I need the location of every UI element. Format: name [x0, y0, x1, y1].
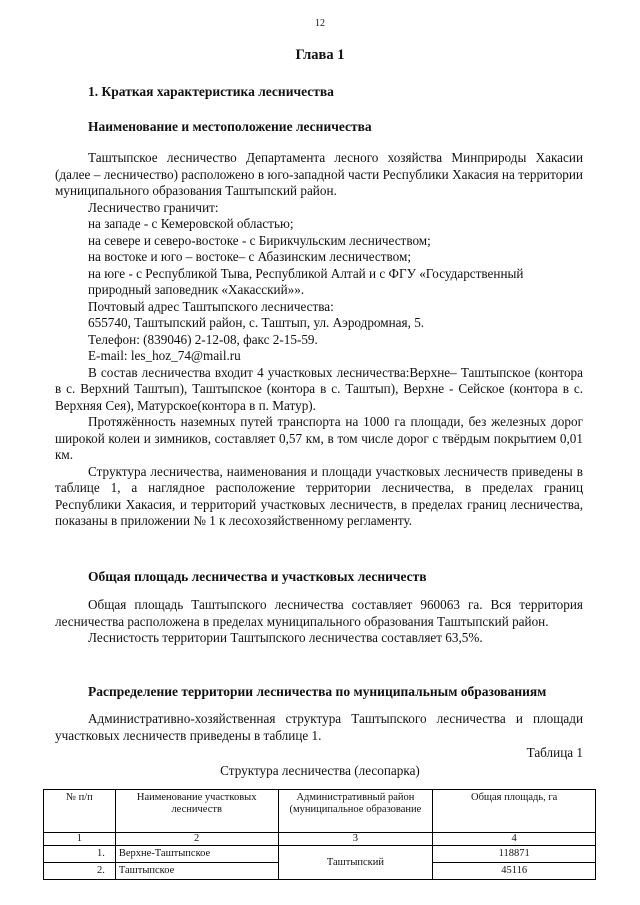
page-number: 12	[315, 18, 325, 29]
paragraph: Административно-хозяйственная структура Таштыпского лесничества и площади участковых лесничеств приведены в таблице 1.	[55, 711, 583, 743]
paragraph: на юге - с Республикой Тыва, Республикой Алтай и с ФГУ «Государственный природный заповедник «Хакасский»».	[88, 265, 524, 297]
table-number-row	[44, 833, 596, 846]
section-heading: 1. Краткая характеристика лесничества	[88, 84, 334, 99]
area-section	[55, 597, 583, 647]
structure-table	[43, 789, 596, 880]
distribution-heading: Распределение территории лесничества по муниципальным образованиям	[88, 684, 547, 699]
table-header-row	[44, 790, 596, 833]
header-cell: Общая площадь, га	[433, 790, 596, 833]
paragraph: Таштыпское лесничество Департамента лесного хозяйства Минприроды Хакасии (далее – лесничество) расположено в юго-западной части Республики Хакасия на территории муниципального образования Таштыпский район.	[55, 150, 583, 198]
chapter-title: Глава 1	[295, 47, 345, 63]
location-section	[55, 150, 583, 530]
row-area: 45116	[433, 863, 596, 880]
paragraph: В состав лесничества входит 4 участковых лесничества:Верхне– Таштыпское (контора в с. Верхний Таштып), Таштыпское (контора в с. Таштып), Верхне - Сейское (контора в с. Верхняя Сея), Матурское(контора в п. Матур).	[55, 364, 583, 413]
paragraph: Телефон: (839046) 2-12-08, факс 2-15-59.	[88, 331, 318, 347]
column-number: 1	[44, 833, 116, 846]
row-name: Таштыпское	[115, 863, 278, 880]
paragraph: E-mail: les_hoz_74@mail.ru	[88, 348, 241, 363]
paragraph: Протяжённость наземных путей транспорта на 1000 га площади, без железных дорог широкой колеи и зимников, составляет 0,57 км, в том числе дорог с твёрдым покрытием 0,01 км.	[55, 414, 583, 462]
header-cell: Административный район (муниципальное образование	[278, 790, 433, 833]
table-row	[44, 846, 596, 863]
row-number: 1.	[44, 846, 116, 863]
distribution-section	[55, 711, 583, 744]
paragraph: Леснистость территории Таштыпского лесничества составляет 63,5%.	[88, 630, 483, 645]
paragraph: Структура лесничества, наименования и площади участковых лесничеств приведены в таблице 1, а наглядное расположение территории лесничества, в пределах границ Республики Хакасия, и территорий участковых лесничеств, в пределах границ лесничества, показаны в приложении № 1 к лесохозяйственному регламенту.	[55, 463, 583, 528]
header-cell: № п/п	[44, 790, 116, 833]
paragraph: на западе - с Кемеровской областью;	[88, 216, 294, 231]
column-number: 3	[278, 833, 433, 846]
row-name: Верхне-Таштыпское	[115, 846, 278, 863]
row-area: 118871	[433, 846, 596, 863]
paragraph: 655740, Таштыпский район, с. Таштып, ул. Аэродромная, 5.	[88, 315, 425, 330]
row-district: Таштыпский	[278, 846, 433, 880]
column-number: 2	[115, 833, 278, 846]
location-heading: Наименование и местоположение лесничества	[88, 119, 372, 134]
header-cell: Наименование участковых лесничеств	[115, 790, 278, 833]
table-title: Структура лесничества (лесопарка)	[220, 763, 420, 778]
paragraph: Общая площадь Таштыпского лесничества составляет 960063 га. Вся территория лесничества расположена в пределах муниципального образования Таштыпский район.	[55, 597, 583, 629]
paragraph: на севере и северо-востоке - с Бирикчульским лесничеством;	[88, 232, 431, 248]
paragraph: Лесничество граничит:	[88, 199, 219, 215]
column-number: 4	[433, 833, 596, 846]
paragraph: Почтовый адрес Таштыпского лесничества:	[88, 298, 334, 314]
area-heading: Общая площадь лесничества и участковых лесничеств	[88, 569, 427, 584]
row-number: 2.	[44, 863, 116, 880]
table-caption: Таблица 1	[526, 745, 583, 760]
paragraph: на востоке и юго – востоке– с Абазинским лесничеством;	[88, 249, 412, 264]
